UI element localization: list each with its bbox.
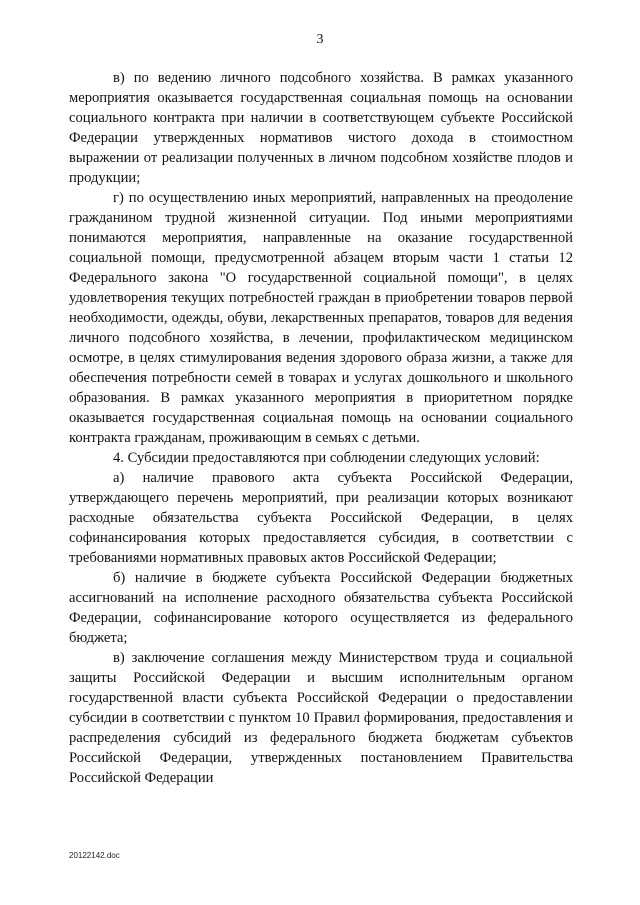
document-body xyxy=(69,68,573,788)
page-number: 3 xyxy=(316,32,324,47)
paragraph-v-personal-farming: в) по ведению личного подсобного хозяйства. В рамках указанного мероприятия оказывается государственная социальная помощь на основании социального контракта при наличии в соответствующем субъекте Российской Федерации утвержденных нормативов чистого дохода в стоимостном выражении от реализации полученных в личном подсобном хозяйстве плодов и продукции; xyxy=(69,70,573,186)
paragraph-b-budget-allocations: б) наличие в бюджете субъекта Российской Федерации бюджетных ассигнований на исполнение расходного обязательства субъекта Российской Федерации, софинансирование которого осуществляется из федерального бюджета; xyxy=(69,570,573,646)
paragraph-a-legal-act: а) наличие правового акта субъекта Российской Федерации, утверждающего перечень мероприятий, при реализации которых возникают расходные обязательства субъекта Российской Федерации, в целях софинансирования которых предоставляется субсидия, в соответствии с требованиями нормативных правовых актов Российской Федерации; xyxy=(69,470,573,566)
paragraph-g-other-measures: г) по осуществлению иных мероприятий, направленных на преодоление гражданином трудной жизненной ситуации. Под иными мероприятиями понимаются мероприятия, направленные на оказание государственной социальной помощи, предусмотренной абзацем вторым части 1 статьи 12 Федерального закона "О государственной социальной помощи", в целях удовлетворения текущих потребностей граждан в приобретении товаров первой необходимости, одежды, обуви, лекарственных препаратов, товаров для ведения личного подсобного хозяйства, в лечении, профилактическом медицинском осмотре, в целях стимулирования ведения здорового образа жизни, а также для обеспечения потребности семей в товарах и услугах дошкольного и школьного образования. В рамках указанного мероприятия в приоритетном порядке оказывается государственная социальная помощь на основании социального контракта гражданам, проживающим в семьях с детьми. xyxy=(69,190,573,446)
footer-file-code: 20122142.doc xyxy=(69,851,120,860)
paragraph-4-subsidy-conditions: 4. Субсидии предоставляются при соблюдении следующих условий: xyxy=(113,450,540,466)
paragraph-v-agreement: в) заключение соглашения между Министерством труда и социальной защиты Российской Федерации и высшим исполнительным органом государственной власти субъекта Российской Федерации о предоставлении субсидии в соответствии с пунктом 10 Правил формирования, предоставления и распределения субсидий из федерального бюджета бюджетам субъектов Российской Федерации, утвержденных постановлением Правительства Российской Федерации xyxy=(69,650,573,786)
